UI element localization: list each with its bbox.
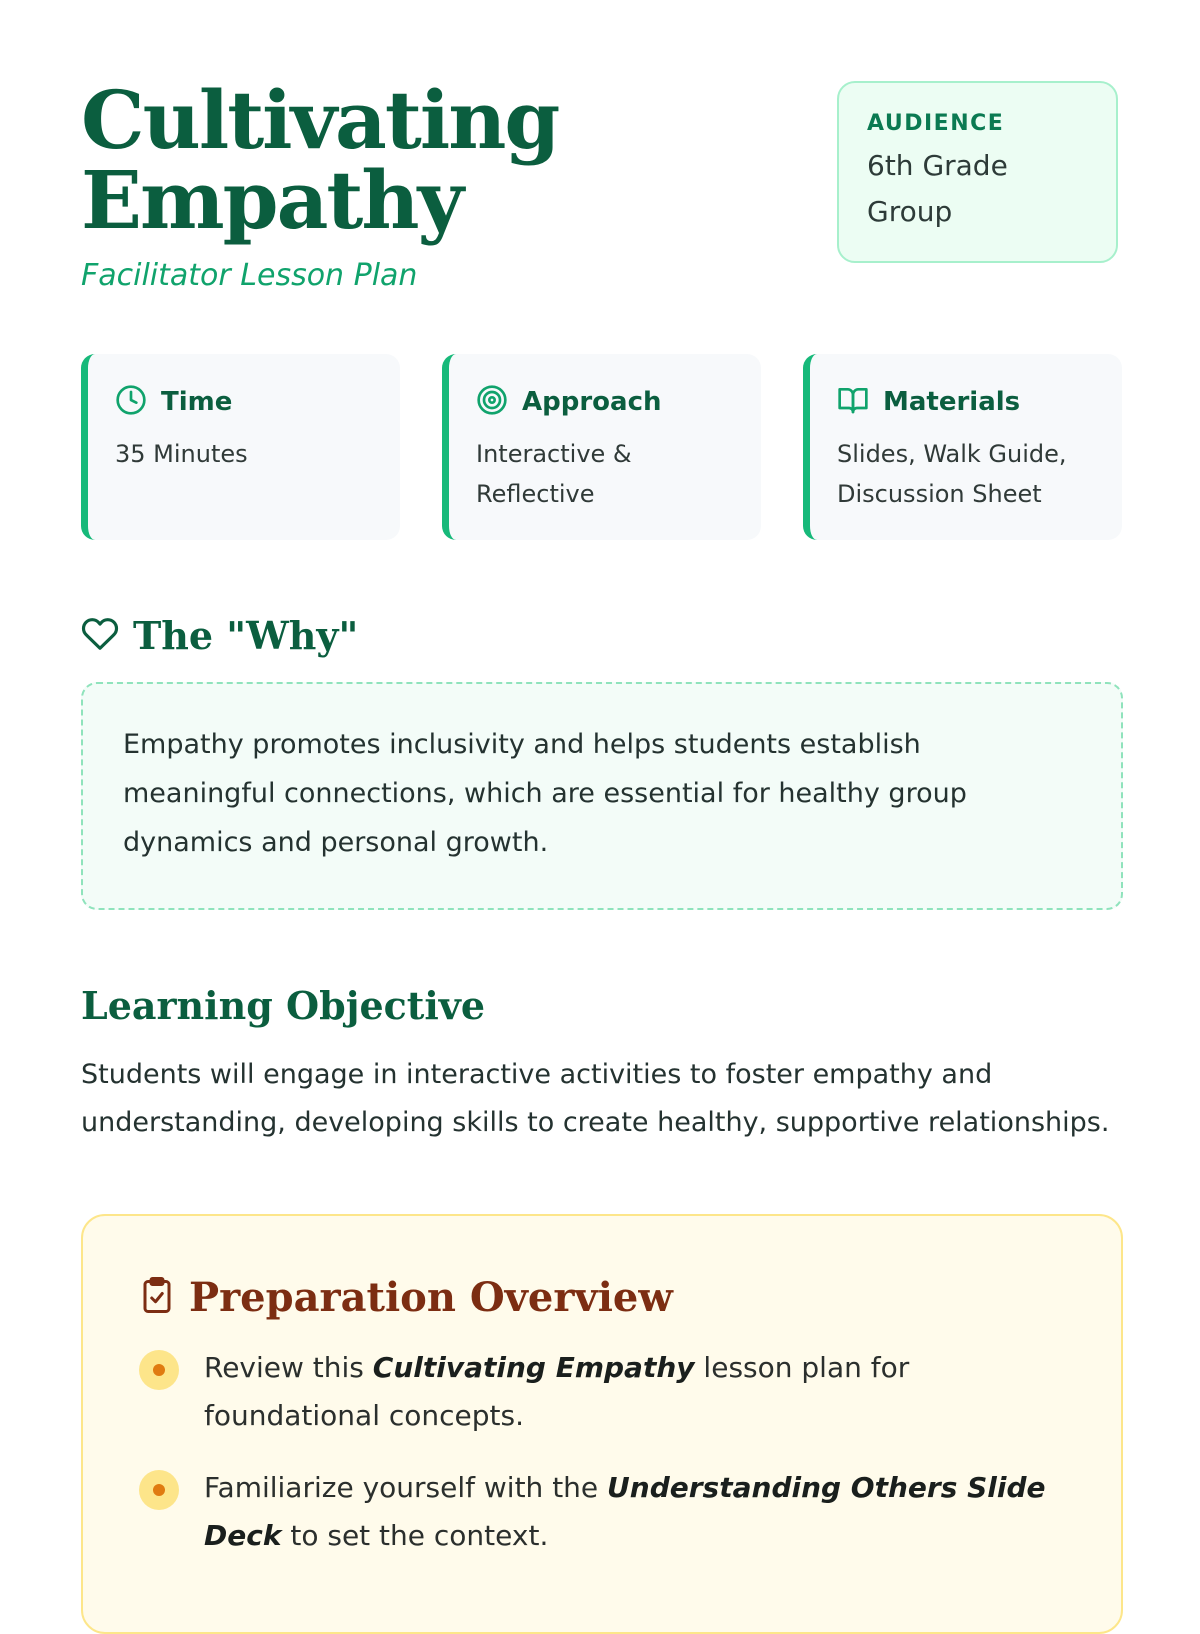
item-text: to set the context.	[281, 1519, 549, 1552]
list-item	[139, 1464, 1065, 1560]
preparation-title: Preparation Overview	[189, 1273, 673, 1321]
item-text: Review this	[204, 1351, 373, 1384]
bullet-dot-icon	[139, 1350, 179, 1390]
approach-card	[442, 354, 761, 540]
approach-card-title: Approach	[522, 387, 662, 417]
heart-icon	[81, 615, 119, 657]
list-item	[139, 1344, 1065, 1440]
audience-value: 6th Grade Group	[867, 149, 1008, 228]
item-emphasis: Cultivating Empathy	[372, 1351, 695, 1384]
item-text: lesson plan for foundational concepts.	[204, 1351, 910, 1432]
objective-text: Students will engage in interactive activities to foster empathy and understanding, developing skills to create healthy, supportive relationships.	[81, 1059, 1110, 1138]
target-icon	[476, 384, 508, 420]
clock-icon	[115, 384, 147, 420]
time-card	[81, 354, 400, 540]
why-heading	[81, 612, 358, 660]
materials-card-value: Slides, Walk Guide, Discussion Sheet	[837, 440, 1067, 508]
materials-card-title: Materials	[883, 387, 1021, 417]
preparation-box	[81, 1214, 1123, 1634]
clipboard-check-icon	[139, 1275, 175, 1319]
audience-box	[837, 81, 1118, 263]
time-card-value: 35 Minutes	[115, 440, 248, 468]
materials-card	[803, 354, 1122, 540]
why-text: Empathy promotes inclusivity and helps students establish meaningful connections, which are essential for healthy group dynamics and personal growth.	[81, 682, 1123, 910]
approach-card-value: Interactive & Reflective	[476, 440, 632, 508]
book-icon	[837, 384, 869, 420]
item-emphasis: Understanding Others Slide Deck	[204, 1471, 1046, 1552]
objective-title: Learning Objective	[81, 983, 486, 1028]
item-text: Familiarize yourself with the	[204, 1471, 608, 1504]
page-subtitle: Facilitator Lesson Plan	[81, 258, 418, 293]
time-card-title: Time	[161, 387, 233, 417]
audience-label: AUDIENCE	[867, 111, 1005, 136]
page-title: Cultivating Empathy	[81, 73, 559, 247]
preparation-list	[139, 1344, 1065, 1560]
bullet-dot-icon	[139, 1470, 179, 1510]
why-title: The "Why"	[133, 613, 359, 658]
